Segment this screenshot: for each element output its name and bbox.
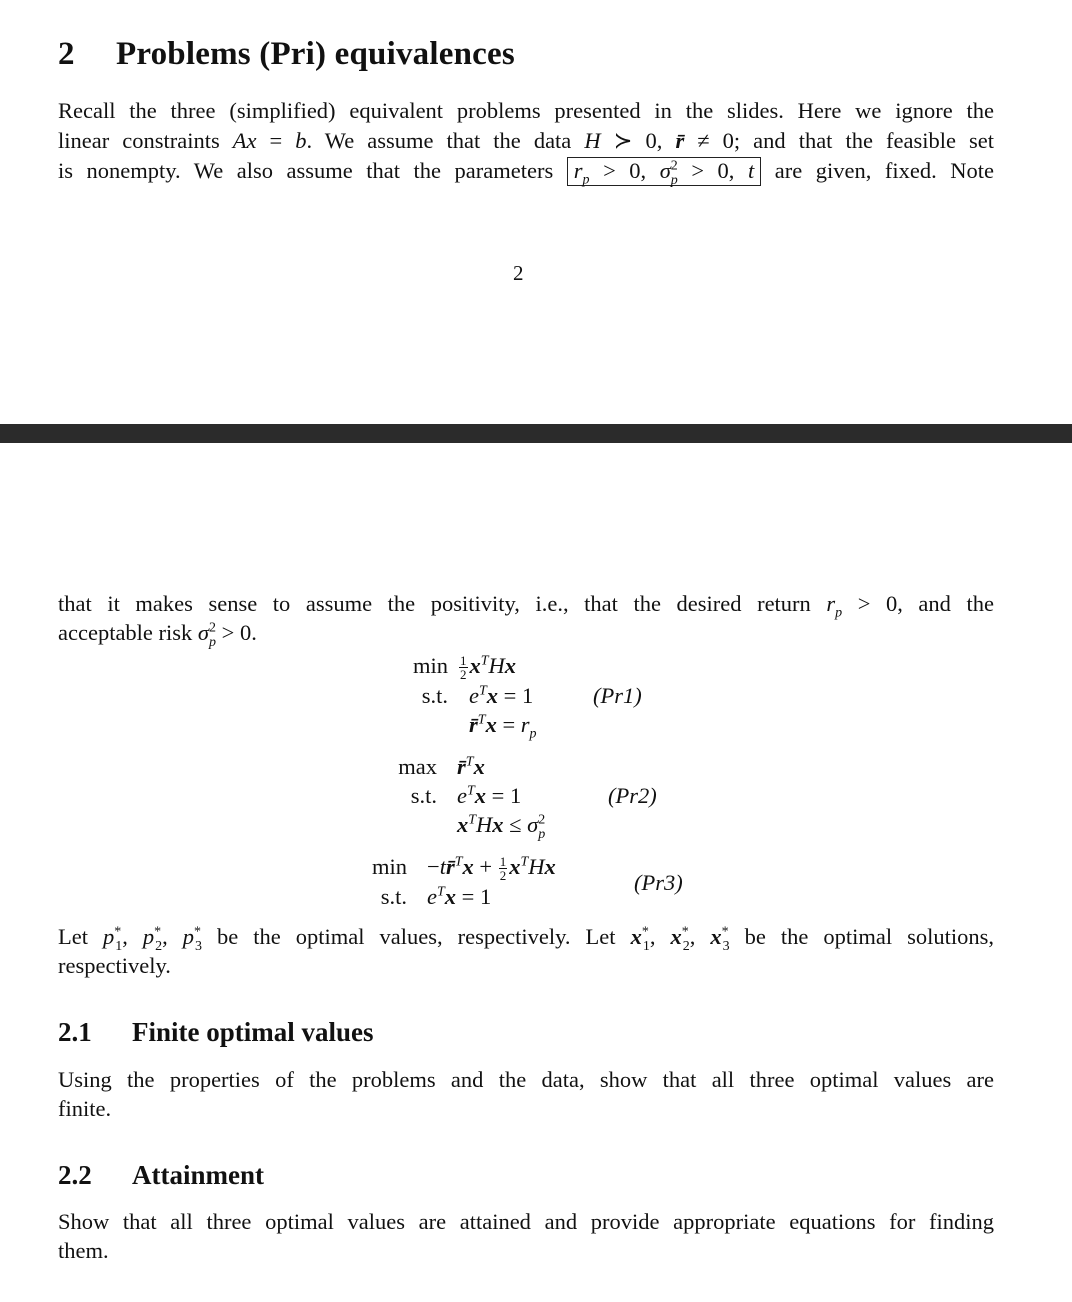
math-sup-T: T: [465, 754, 474, 770]
math-e: e: [457, 783, 467, 808]
pr2-c2: [457, 811, 546, 842]
math-sup-T: T: [468, 812, 477, 828]
text-run: +: [473, 854, 498, 879]
math-x: x: [444, 884, 457, 909]
sub2-line-1: Show that all three optimal values are attained and provide appropriate equations for finding: [58, 1209, 994, 1234]
sub1-paragraph: [58, 1065, 994, 1095]
math-sub-p: p: [835, 605, 843, 621]
section-number: 2: [58, 36, 75, 72]
sub2-paragraph: [58, 1207, 994, 1237]
math-sup-star: *: [154, 924, 162, 940]
fraction-half: [459, 654, 468, 681]
text-run: linear constraints: [58, 128, 233, 153]
page-bottom: [0, 443, 1072, 1302]
math-sup-2: 2: [670, 158, 678, 174]
keyword-st: s.t.: [421, 683, 448, 708]
math-H: H: [584, 128, 601, 153]
math-sup-star: *: [641, 924, 649, 940]
text-run: are given, fixed. Note: [774, 158, 994, 183]
math-rbar: r̄: [445, 854, 455, 879]
text-run: > 0,: [589, 158, 660, 183]
subsection-title: Finite optimal values: [132, 1017, 374, 1047]
math-r: r: [573, 158, 583, 183]
math-t: t: [439, 854, 446, 879]
math-sup-T: T: [479, 683, 487, 699]
math-sub-p: p: [529, 726, 537, 742]
page-number: 2: [513, 261, 524, 285]
parameters-box: [567, 157, 761, 186]
text-run: > 0.: [216, 620, 257, 645]
intro-line-1: Recall the three (simplified) equivalent problems presented in the slides. Here we ignore the: [58, 98, 994, 123]
problem-pr1: [0, 648, 1072, 742]
text-run: > 0,: [677, 158, 748, 183]
math-H: H: [488, 653, 505, 678]
text-run: ,: [689, 924, 711, 949]
text-run: . We assume that the data: [306, 128, 585, 153]
keyword-min: min: [412, 653, 448, 678]
pr1-c1: [469, 682, 533, 710]
pr2-objective: [457, 753, 485, 781]
intro-line-2: [58, 126, 994, 156]
math-sub-1: 1: [115, 938, 123, 954]
text-run: = 1: [486, 783, 522, 808]
cont-line-1: [58, 589, 994, 619]
page-top: [0, 0, 1072, 424]
math-H: H: [476, 812, 493, 837]
math-e: e: [427, 884, 437, 909]
math-x: x: [492, 812, 504, 837]
math-rbar: r̄: [469, 712, 478, 737]
text-run: = 1: [498, 683, 534, 708]
math-sigma: σ: [197, 620, 210, 645]
frac-numerator: 1: [499, 854, 507, 870]
keyword-min: min: [371, 854, 407, 879]
text-run: is nonempty. We also assume that the parameters: [58, 158, 567, 183]
math-sup-T: T: [437, 884, 445, 900]
math-sup-T: T: [520, 854, 529, 870]
pr3-c1: [427, 883, 491, 911]
text-run: ,: [649, 924, 671, 949]
math-x: x: [509, 854, 521, 879]
math-sup-star: *: [721, 924, 729, 940]
text-run: > 0, and the: [842, 591, 994, 616]
text-run: =: [256, 128, 296, 153]
math-x: x: [504, 653, 517, 678]
text-run: ,: [162, 924, 183, 949]
cont-line-2: [58, 618, 994, 648]
math-t: t: [747, 158, 755, 183]
optimal-line-1: [58, 922, 994, 952]
intro-paragraph: [58, 96, 994, 186]
math-sub-p: p: [670, 172, 678, 188]
math-sup-2: 2: [538, 812, 546, 828]
math-sup-star: *: [114, 924, 122, 940]
math-b: b: [295, 128, 307, 153]
math-x: x: [474, 783, 487, 808]
math-x: x: [630, 924, 642, 949]
math-r: r: [826, 591, 836, 616]
text-run: be the optimal values, respectively. Let: [202, 924, 631, 949]
math-r: r: [520, 712, 530, 737]
page-separator: [0, 424, 1072, 443]
equation-tag-pr1: (Pr1): [593, 683, 642, 708]
problem-pr3: [0, 851, 1072, 917]
sub1-line-1: Using the properties of the problems and the data, show that all three optimal values are: [58, 1067, 994, 1092]
math-sub-1: 1: [642, 938, 650, 954]
math-sup-star: *: [194, 924, 202, 940]
optimal-line-2: respectively.: [58, 953, 171, 978]
pr1-c2: [469, 711, 537, 742]
math-x: x: [710, 924, 722, 949]
pr1-objective: [458, 652, 516, 681]
equation-tag-pr2: (Pr2): [608, 783, 657, 808]
equation-tag-pr3: (Pr3): [634, 870, 683, 895]
math-sup-star: *: [681, 924, 689, 940]
math-rbar: r̄: [675, 128, 685, 153]
math-rbar: r̄: [457, 754, 466, 779]
math-p: p: [103, 924, 115, 949]
math-x: x: [670, 924, 682, 949]
text-run: acceptable risk: [58, 620, 198, 645]
math-sub-2: 2: [682, 938, 690, 954]
text-run: that it makes sense to assume the positivity, i.e., that the desired return: [58, 591, 827, 616]
text-run: ≠ 0; and that the feasible set: [684, 128, 994, 153]
math-x: x: [457, 812, 469, 837]
math-x: x: [486, 683, 499, 708]
math-sup-T: T: [480, 653, 489, 669]
math-sup-2: 2: [209, 620, 217, 636]
keyword-st: s.t.: [410, 783, 437, 808]
math-sub-p: p: [209, 634, 217, 650]
math-x: x: [485, 712, 497, 737]
keyword-st: s.t.: [380, 884, 407, 909]
pr3-objective: [427, 853, 556, 882]
frac-denominator: 2: [460, 667, 467, 683]
math-x: x: [473, 754, 485, 779]
math-sigma: σ: [527, 812, 539, 837]
frac-numerator: 1: [460, 653, 467, 669]
pr2-c1: [457, 782, 521, 810]
subsection-number: 2.2: [58, 1160, 92, 1190]
subsection-number: 2.1: [58, 1017, 92, 1047]
text-run: ,: [122, 924, 143, 949]
subsection-heading-2-1: [58, 1012, 374, 1052]
sub1-line-2: finite.: [58, 1096, 112, 1121]
fraction-half: [499, 855, 508, 882]
subsection-heading-2-2: [58, 1155, 264, 1195]
text-run: Let: [58, 924, 103, 949]
math-sup-T: T: [467, 783, 475, 799]
text-run: ≻ 0,: [600, 128, 676, 153]
math-sub-p: p: [582, 172, 590, 188]
math-sub-3: 3: [722, 938, 730, 954]
math-Ax: Ax: [232, 128, 257, 153]
text-run: = 1: [456, 884, 492, 909]
math-sub-3: 3: [195, 938, 203, 954]
intro-line-3: [58, 156, 994, 186]
math-x: x: [462, 854, 474, 879]
math-sup-T: T: [454, 854, 463, 870]
text-run: =: [496, 712, 521, 737]
math-sup-T: T: [477, 712, 486, 728]
math-x: x: [544, 854, 556, 879]
math-sub-2: 2: [155, 938, 163, 954]
math-sub-p: p: [538, 826, 546, 842]
frac-denominator: 2: [499, 868, 507, 884]
optimal-paragraph: [58, 922, 994, 952]
math-e: e: [469, 683, 479, 708]
math-p: p: [182, 924, 195, 949]
keyword-max: max: [398, 754, 437, 779]
section-heading: [58, 30, 515, 78]
problem-pr2: [0, 749, 1072, 842]
text-run: ≤: [503, 812, 528, 837]
text-run: be the optimal solutions,: [729, 924, 995, 949]
text-run: −: [427, 854, 440, 879]
math-sigma: σ: [659, 158, 671, 183]
math-x: x: [469, 653, 481, 678]
continuation-paragraph: [58, 589, 994, 619]
sub2-line-2: them.: [58, 1238, 109, 1263]
math-p: p: [142, 924, 155, 949]
math-H: H: [528, 854, 545, 879]
section-title: Problems (Pri) equivalences: [116, 36, 515, 72]
subsection-title: Attainment: [132, 1160, 264, 1190]
